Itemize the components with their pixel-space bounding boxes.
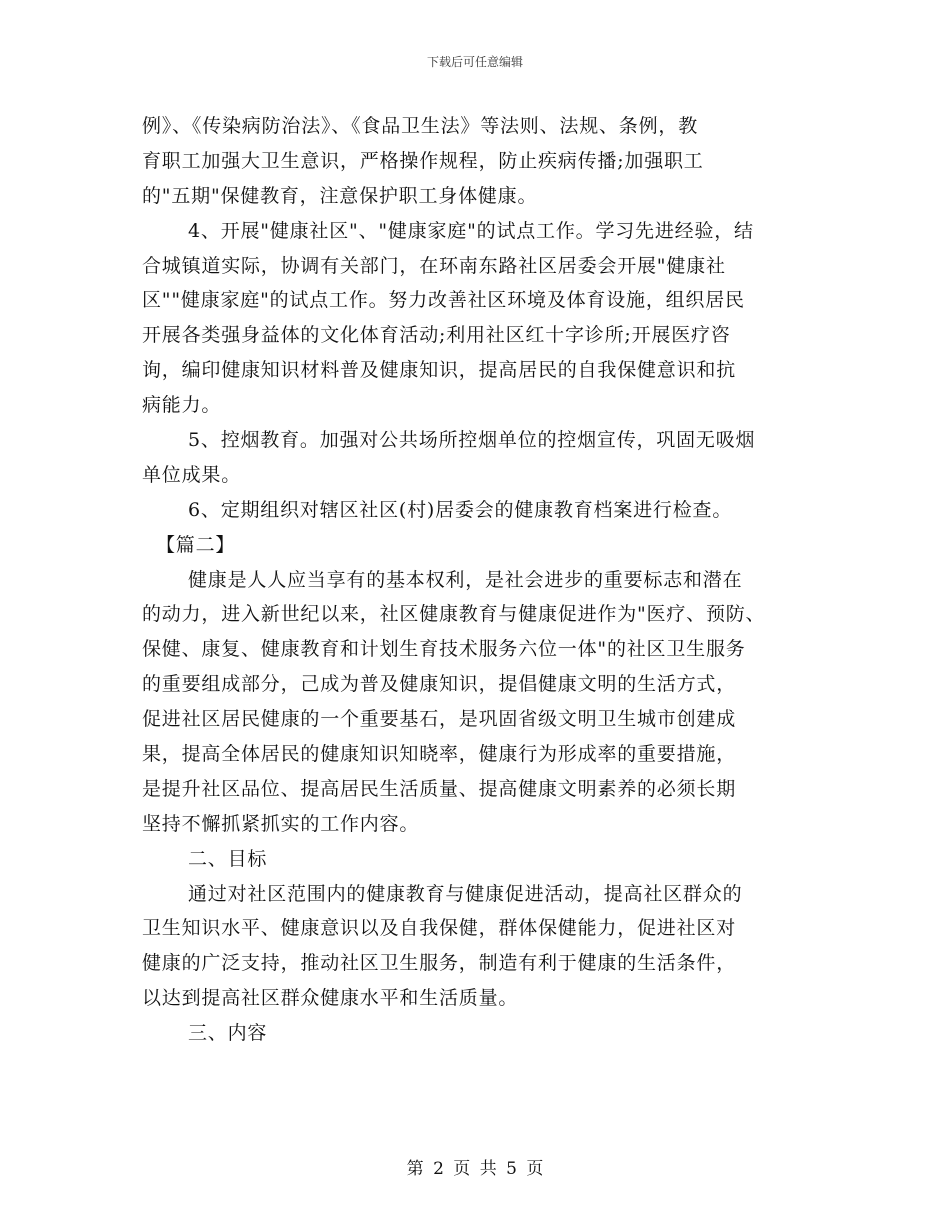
text-line: 例》、《传染病防治法》、《食品卫生法》等法则、法规、条例，教 (142, 115, 699, 137)
text-line: 开展各类强身益体的文化体育活动;利用社区红十字诊所;开展医疗咨 (142, 324, 731, 347)
document-body (142, 109, 832, 1051)
text-line: 单位成果。 (142, 463, 242, 486)
text-line: 育职工加强大卫生意识，严格操作规程，防止疾病传播;加强职工 (142, 149, 704, 172)
text-line: 保健、康复、健康教育和计划生育技术服务六位一体"的社区卫生服务 (142, 638, 746, 661)
paragraph-start: 5、控烟教育。加强对公共场所控烟单位的控烟宣传，巩固无吸烟 (188, 429, 756, 452)
section-heading: 【篇二】 (156, 533, 236, 556)
text-line: 卫生知识水平、健康意识以及自我保健，群体保健能力，促进社区对 (142, 917, 737, 940)
text-line: 坚持不懈抓紧抓实的工作内容。 (142, 812, 420, 835)
text-line: 的动力，进入新世纪以来，社区健康教育与健康促进作为"医疗、预防、 (142, 603, 766, 626)
text-line: 的重要组成部分，己成为普及健康知识，提倡健康文明的生活方式， (142, 673, 737, 696)
text-line: 询，编印健康知识材料普及健康知识，提高居民的自我保健意识和抗 (142, 359, 737, 382)
text-line: 区""健康家庭"的试点工作。努力改善社区环境及体育设施，组织居民 (142, 289, 745, 312)
text-line: 病能力。 (142, 394, 222, 417)
text-line: 以达到提高社区群众健康水平和生活质量。 (142, 987, 519, 1010)
paragraph-start: 健康是人人应当享有的基本权利，是社会进步的重要标志和潜在 (188, 568, 743, 591)
text-line: 促进社区居民健康的一个重要基石，是巩固省级文明卫生城市创建成 (142, 708, 737, 731)
page-footer: 第 2 页 共 5 页 (406, 1159, 544, 1179)
text-line: 健康的广泛支持，推动社区卫生服务，制造有利于健康的生活条件， (142, 952, 737, 975)
text-line: 的"五期"保健教育，注意保护职工身体健康。 (142, 184, 538, 207)
paragraph-start: 4、开展"健康社区"、"健康家庭"的试点工作。学习先进经验，结 (188, 219, 754, 242)
paragraph-start: 通过对社区范围内的健康教育与健康促进活动，提高社区群众的 (188, 882, 743, 905)
text-line: 合城镇道实际，协调有关部门，在环南东路社区居委会开展"健康社 (142, 254, 726, 277)
section-heading: 三、内容 (188, 1022, 268, 1045)
page-header: 下载后可任意编辑 (426, 55, 523, 69)
section-heading: 二、目标 (188, 847, 268, 870)
text-line: 是提升社区品位、提高居民生活质量、提高健康文明素养的必须长期 (142, 777, 737, 800)
text-line: 果，提高全体居民的健康知识知晓率，健康行为形成率的重要措施， (142, 743, 737, 766)
paragraph-start: 6、定期组织对辖区社区(村)居委会的健康教育档案进行检查。 (188, 498, 733, 521)
